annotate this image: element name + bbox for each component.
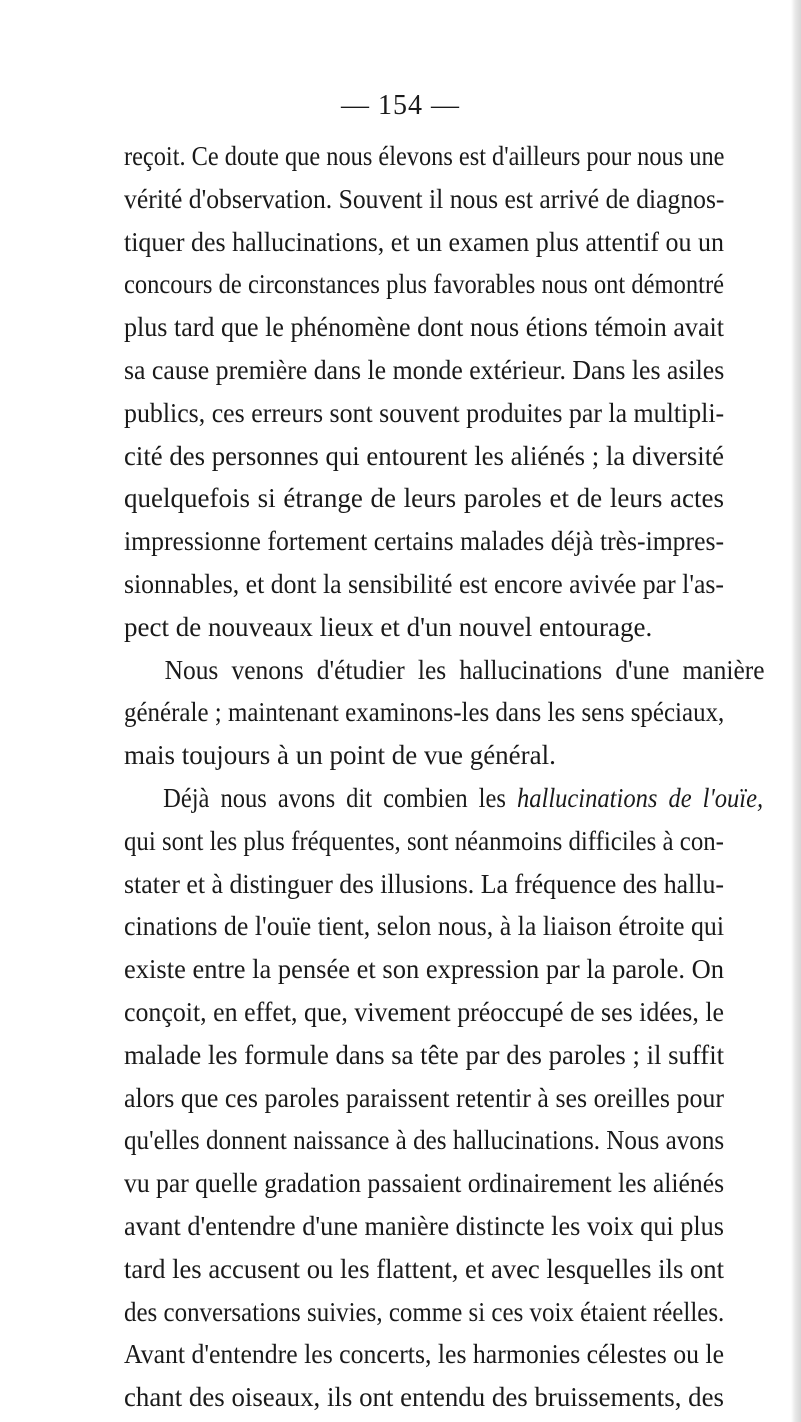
text-line: tard les accusent ou les flattent, et avec lesquelles ils ont: [124, 1253, 725, 1284]
text-line: malade les formule dans sa tête par des paroles ; il suffit: [124, 1039, 725, 1070]
text-line: impressionne fortement certains malades déjà très-impres-: [124, 526, 725, 557]
text-line: Nous venons d'étudier les hallucinations d'une manière: [164, 654, 765, 685]
text-line: pect de nouveaux lieux et d'un nouvel entourage.: [124, 611, 653, 642]
text-line: des conversations suivies, comme si ces voix étaient réelles.: [124, 1296, 725, 1327]
text-segment: Déjà nous avons dit combien les: [163, 782, 506, 813]
text-line: chant des oiseaux, ils ont entendu des bruissements, des: [124, 1382, 724, 1413]
text-line: sa cause première dans le monde extérieur. Dans les asiles: [124, 354, 725, 385]
page-number: — 154 —: [341, 90, 460, 121]
text-line: existe entre la pensée et son expression par la parole. On: [124, 954, 725, 985]
text-line: mais toujours à un point de vue général.: [124, 740, 556, 771]
text-line: publics, ces erreurs sont souvent produites par la multipli-: [124, 397, 725, 428]
text-line: sionnables, et dont la sensibilité est encore avivée par l'as-: [124, 568, 725, 599]
text-line-mixed: [124, 777, 763, 820]
text-line: plus tard que le phénomène dont nous étions témoin avait: [124, 312, 724, 343]
italic-title: hallucinations de l'ouïe,: [516, 782, 764, 813]
text-line: générale ; maintenant examinons-les dans les sens spéciaux,: [124, 697, 725, 728]
text-line: reçoit. Ce doute que nous élevons est d'ailleurs pour nous une: [124, 141, 725, 171]
body-text: [124, 135, 765, 1419]
text-line: Avant d'entendre les concerts, les harmonies célestes ou le: [124, 1339, 725, 1370]
text-line: stater et à distinguer des illusions. La fréquence des hallu-: [124, 868, 724, 899]
text-line: cinations de l'ouïe tient, selon nous, à la liaison étroite qui: [124, 911, 725, 942]
text-line: avant d'entendre d'une manière distincte les voix qui plus: [124, 1210, 725, 1241]
text-line: concours de circonstances plus favorables nous ont démontré: [124, 269, 724, 300]
text-line: alors que ces paroles paraissent retentir à ses oreilles pour: [124, 1082, 724, 1113]
text-line: cité des personnes qui entourent les aliénés ; la diversité: [124, 440, 725, 471]
text-line: vérité d'observation. Souvent il nous est arrivé de diagnos-: [124, 183, 725, 214]
text-line: qu'elles donnent naissance à des hallucinations. Nous avons: [124, 1125, 725, 1156]
page-edge-shadow: [791, 0, 801, 1422]
text-line: tiquer des hallucinations, et un examen plus attentif ou un: [124, 226, 724, 257]
text-line: quelquefois si étrange de leurs paroles et de leurs actes: [124, 483, 724, 514]
text-line: qui sont les plus fréquentes, sont néanmoins difficiles à con-: [124, 825, 724, 856]
text-line: conçoit, en effet, que, vivement préoccupé de ses idées, le: [124, 996, 725, 1027]
text-line: vu par quelle gradation passaient ordinairement les aliénés: [124, 1168, 725, 1199]
